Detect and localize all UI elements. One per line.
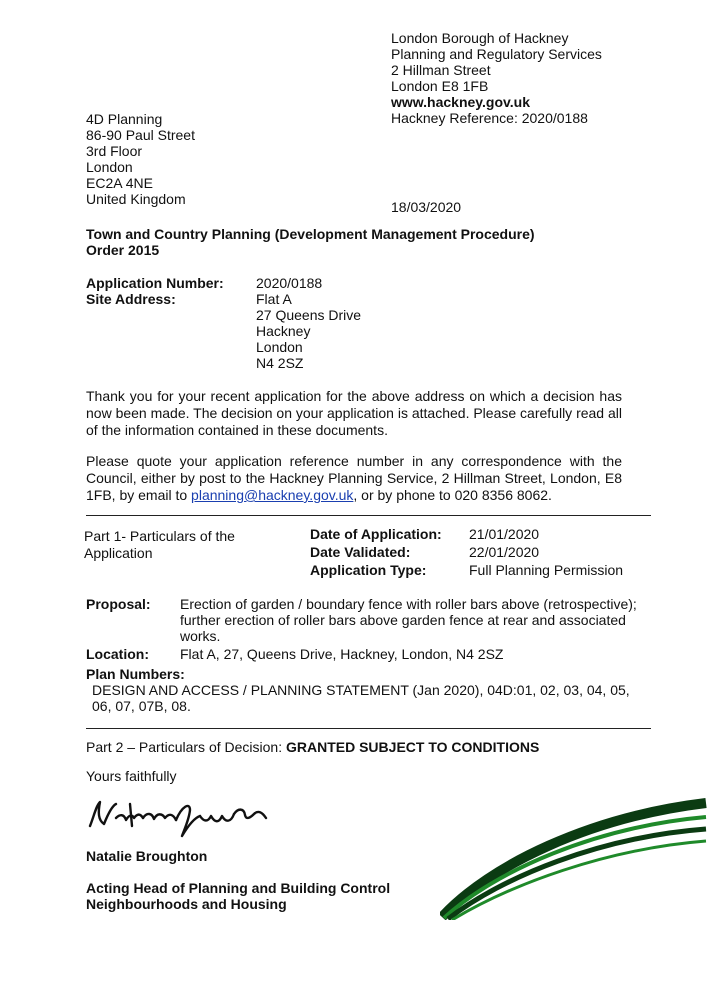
part1-title: Part 1- Particulars of the Application — [84, 528, 235, 561]
letter-date: 18/03/2020 — [391, 199, 462, 215]
reference-paragraph-text: Please quote your application reference number in any correspondence with the Council, either by post to the Hackney Planning Service, 2 Hillman Street, London, E8 1FB, by email to — [86, 453, 622, 503]
proposal-label: Proposal: — [86, 596, 151, 612]
council-department: Planning and Regulatory Services — [391, 46, 602, 62]
recipient-line: United Kingdom — [86, 191, 186, 207]
application-type: Full Planning Permission — [469, 562, 624, 578]
date-of-application-label: Date of Application: — [310, 526, 442, 542]
location-text: Flat A, 27, Queens Drive, Hackney, London, N4 2SZ — [180, 646, 504, 662]
hackney-reference: Hackney Reference: 2020/0188 — [391, 110, 588, 126]
application-number-label: Application Number: — [86, 275, 224, 291]
reference-paragraph — [86, 453, 622, 504]
site-address-line: Hackney — [256, 323, 311, 339]
part2-label: Part 2 – Particulars of Decision: — [86, 739, 286, 755]
plan-numbers-text: DESIGN AND ACCESS / PLANNING STATEMENT (Jan 2020), 04D:01, 02, 03, 04, 05, 06, 07, 07B, 08. — [92, 682, 630, 714]
email-link[interactable]: planning@hackney.gov.uk — [191, 487, 354, 503]
recipient-line: 4D Planning — [86, 111, 163, 127]
site-address-line: 27 Queens Drive — [256, 307, 362, 323]
signatory-title — [86, 880, 390, 912]
divider — [86, 515, 651, 516]
date-validated: 22/01/2020 — [469, 544, 540, 560]
application-number: 2020/0188 — [256, 275, 323, 291]
recipient-line: London — [86, 159, 133, 175]
recipient-line: 3rd Floor — [86, 143, 143, 159]
application-type-label: Application Type: — [310, 562, 427, 578]
council-website[interactable]: www.hackney.gov.uk — [391, 94, 531, 110]
signatory-name: Natalie Broughton — [86, 848, 208, 864]
order-title-line2: Order 2015 — [86, 242, 160, 258]
reference-paragraph-tail: , or by phone to 020 8356 8062. — [353, 487, 552, 503]
signatory-title-line2: Neighbourhoods and Housing — [86, 896, 287, 912]
proposal-text: Erection of garden / boundary fence with roller bars above (retrospective); further erection of roller bars above garden fence at rear and associated works. — [180, 596, 637, 644]
council-street: 2 Hillman Street — [391, 62, 491, 78]
closing-text: Yours faithfully — [86, 768, 177, 784]
signatory-title-line1: Acting Head of Planning and Building Control — [86, 880, 391, 896]
site-address-label: Site Address: — [86, 291, 176, 307]
site-address-line: Flat A — [256, 291, 292, 307]
site-address-line: London — [256, 339, 303, 355]
hackney-swoosh-logo — [440, 795, 707, 920]
council-city: London E8 1FB — [391, 78, 489, 94]
divider — [86, 728, 651, 729]
part2-decision — [86, 739, 539, 755]
recipient-line: 86-90 Paul Street — [86, 127, 195, 143]
order-title-line1: Town and Country Planning (Development Management Procedure) — [86, 226, 535, 242]
site-address — [256, 291, 361, 371]
order-title — [86, 226, 535, 258]
date-validated-label: Date Validated: — [310, 544, 411, 560]
recipient-address — [86, 111, 195, 207]
site-address-line: N4 2SZ — [256, 355, 304, 371]
location-label: Location: — [86, 646, 149, 662]
intro-paragraph: Thank you for your recent application for the above address on which a decision has now been made. The decision on your application is attached. Please carefully read all of the information contained in these documents. — [86, 388, 622, 438]
date-of-application: 21/01/2020 — [469, 526, 540, 542]
council-address — [391, 30, 602, 126]
decision-status: GRANTED SUBJECT TO CONDITIONS — [285, 739, 540, 755]
plan-numbers-label: Plan Numbers: — [86, 666, 185, 682]
council-name: London Borough of Hackney — [391, 30, 569, 46]
application-info — [86, 275, 361, 371]
application-dates — [310, 525, 623, 579]
recipient-line: EC2A 4NE — [86, 175, 153, 191]
signature-image — [86, 796, 271, 838]
